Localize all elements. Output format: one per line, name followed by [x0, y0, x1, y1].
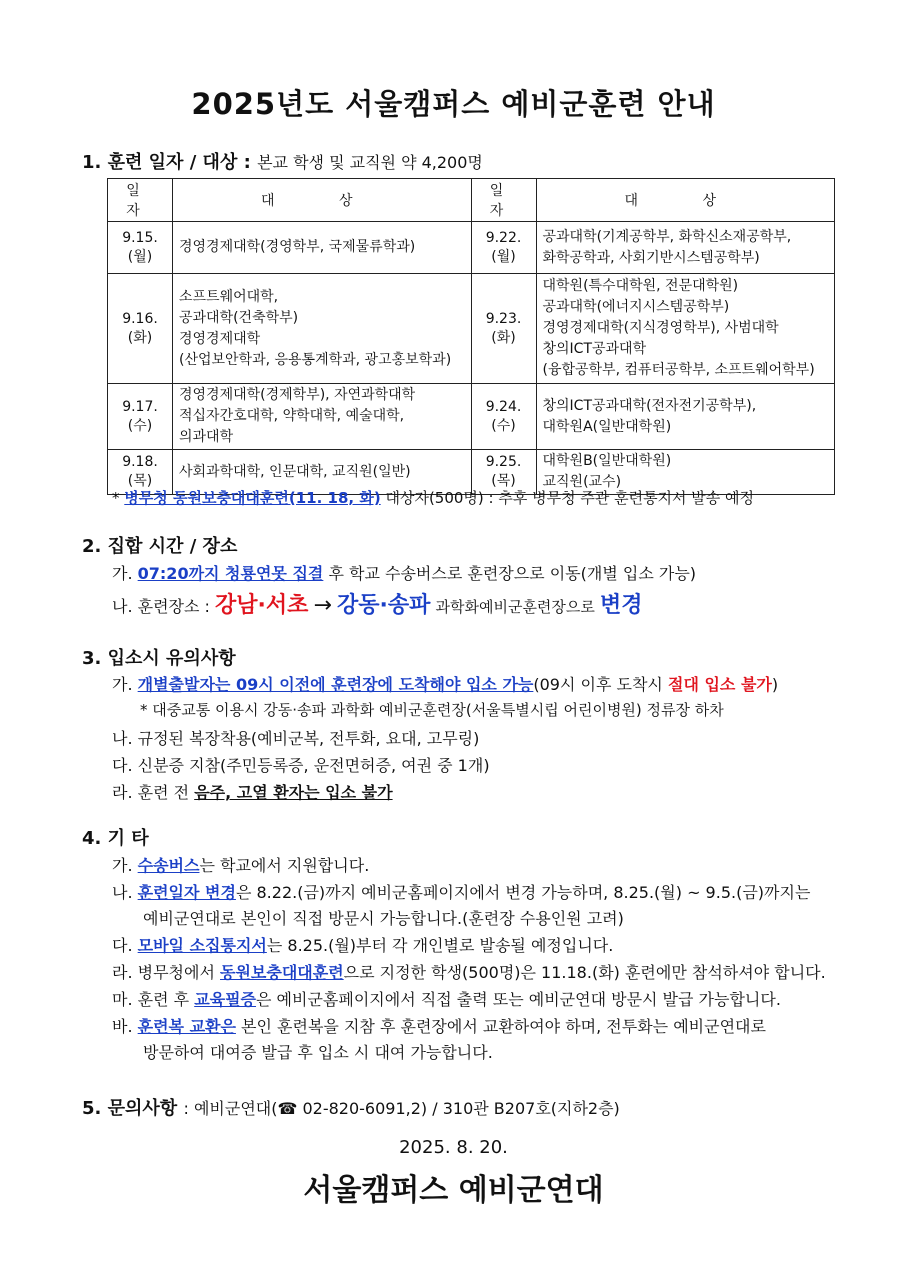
schedule-target: 사회과학대학, 인문대학, 교직원(일반)	[173, 450, 472, 495]
footnote-star: *	[112, 489, 120, 507]
section-2-heading: 2. 집합 시간 / 장소	[82, 536, 238, 557]
schedule-target-2: 대학원B(일반대학원) 교직원(교수)	[536, 450, 835, 495]
arrival-note: (09시 이후 도착시	[533, 675, 663, 694]
etc-d-highlight: 동원보충대대훈련	[220, 963, 344, 982]
etc-a-highlight: 수송버스	[137, 856, 200, 875]
etc-a	[112, 853, 369, 876]
etc-e	[112, 987, 781, 1010]
gathering-time: 07:20까지 청룡연못 집결	[137, 564, 324, 583]
etc-b	[112, 880, 810, 903]
etc-d-text: 으로 지정한 학생(500명)은 11.18.(화) 훈련에만 참석하셔야 합니다.	[343, 963, 826, 982]
schedule-header-row	[108, 179, 835, 222]
id-requirement: 다. 신분증 지참(주민등록증, 운전면허증, 여권 중 1개)	[112, 756, 490, 775]
arrival-rule: 개별출발자는 09시 이전에 훈련장에 도착해야 입소 가능	[137, 675, 534, 694]
etc-e-prefix: 마. 훈련 후	[112, 990, 190, 1009]
etc-d-prefix: 라. 병무청에서	[112, 963, 215, 982]
section-4-heading: 4. 기 타	[82, 828, 149, 849]
etc-c-prefix: 다.	[112, 936, 133, 955]
schedule-target: 경영경제대학(경제학부), 자연과학대학 적십자간호대학, 약학대학, 예술대학, 의과대학	[173, 384, 472, 450]
schedule-date-line: 9.16.	[122, 310, 158, 327]
schedule-date-2	[471, 384, 536, 450]
etc-c-highlight: 모바일 소집통지서	[137, 936, 267, 955]
page-title: 2025년도 서울캠퍼스 예비군훈련 안내	[191, 87, 716, 121]
contact-info: : 예비군연대(☎ 02-820-6091,2) / 310관 B207호(지하2층)	[183, 1099, 620, 1118]
dress-code: 나. 규정된 복장착용(예비군복, 전투화, 요대, 고무링)	[112, 729, 480, 748]
etc-e-text: 은 예비군홈페이지에서 직접 출력 또는 예비군연대 방문시 발급 가능합니다.	[256, 990, 781, 1009]
schedule-target: 소프트웨어대학, 공과대학(건축학부) 경영경제대학 (산업보안학과, 응용통계학과, 광고홍보학과)	[173, 274, 472, 384]
etc-e-highlight: 교육필증	[194, 990, 257, 1009]
schedule-date-2-line: (월)	[491, 248, 516, 265]
schedule-date-line: (수)	[127, 417, 153, 434]
section-1-note: 본교 학생 및 교직원 약 4,200명	[257, 153, 483, 172]
gathering-text: 후 학교 수송버스로 훈련장으로 이동(개별 입소 가능)	[328, 564, 697, 583]
etc-f-continued: 방문하여 대여증 발급 후 입소 시 대여 가능합니다.	[143, 1043, 493, 1062]
gathering-line	[112, 561, 696, 584]
organization-name: 서울캠퍼스 예비군연대	[303, 1173, 604, 1208]
section-1-title: 1. 훈련 일자 / 대상 :	[82, 152, 251, 173]
section-1-heading	[82, 148, 483, 174]
schedule-date-2-line: 9.22.	[485, 229, 522, 246]
schedule-date-2-line: 9.25.	[485, 454, 522, 470]
schedule-target-2: 창의ICT공과대학(전자전기공학부), 대학원A(일반대학원)	[536, 384, 835, 450]
arrival-line	[112, 672, 778, 695]
etc-f	[112, 1014, 766, 1037]
schedule-date-line: (화)	[127, 329, 153, 346]
schedule-date-line: (목)	[127, 473, 153, 489]
schedule-date-2-line: (화)	[491, 329, 516, 346]
section-5-heading	[82, 1094, 620, 1120]
etc-b-text: 은 8.22.(금)까지 예비군홈페이지에서 변경 가능하며, 8.25.(월) ~ 9.5.(금)까지는	[235, 883, 811, 902]
footnote-highlight: 병무청 동원보충대대훈련(11. 18, 화)	[124, 489, 381, 507]
schedule-date-2-line: 9.24.	[485, 398, 522, 415]
site-text: 과학화예비군훈련장으로	[435, 598, 595, 616]
arrow-icon: →	[313, 593, 332, 618]
health-prefix: 라. 훈련 전	[112, 783, 190, 802]
section-5-title: 5. 문의사항	[82, 1098, 178, 1119]
schedule-row	[108, 384, 835, 450]
header-date-2: 일 자	[471, 179, 536, 222]
schedule-date	[108, 222, 173, 274]
schedule-table	[107, 178, 835, 495]
schedule-date-2-line: 9.23.	[485, 310, 522, 327]
etc-b-prefix: 나.	[112, 883, 133, 902]
arrival-close: )	[771, 675, 779, 694]
arrival-prefix: 가.	[112, 675, 133, 694]
header-target-2: 대 상	[536, 179, 835, 222]
schedule-date-2	[471, 222, 536, 274]
schedule-row	[108, 274, 835, 384]
site-new: 강동·송파	[337, 593, 431, 618]
schedule-target: 경영경제대학(경영학부, 국제물류학과)	[173, 222, 472, 274]
etc-f-prefix: 바.	[112, 1017, 133, 1036]
site-prefix: 나. 훈련장소 :	[112, 597, 210, 616]
schedule-row	[108, 222, 835, 274]
schedule-date	[108, 274, 173, 384]
schedule-date-line: 9.15.	[122, 229, 158, 246]
mobilization-footnote	[112, 487, 754, 508]
training-site-line	[112, 588, 643, 619]
schedule-target-2: 공과대학(기계공학부, 화학신소재공학부, 화학공학과, 사회기반시스템공학부)	[536, 222, 835, 274]
schedule-date-2	[471, 274, 536, 384]
health-rule: 음주, 고열 환자는 입소 불가	[194, 783, 393, 802]
etc-a-text: 는 학교에서 지원합니다.	[199, 856, 370, 875]
etc-a-prefix: 가.	[112, 856, 133, 875]
section-3-heading: 3. 입소시 유의사항	[82, 648, 236, 669]
gathering-prefix: 가.	[112, 564, 133, 583]
etc-d	[112, 960, 826, 983]
header-target: 대 상	[173, 179, 472, 222]
footnote-text: 대상자(500명) : 추후 병무청 주관 훈련통지서 발송 예정	[385, 489, 755, 507]
schedule-date-2-line: (목)	[491, 473, 516, 489]
schedule-target-2: 대학원(특수대학원, 전문대학원) 공과대학(에너지시스템공학부) 경영경제대학(지식경영학부), 사범대학 창의ICT공과대학 (융합공학부, 컴퓨터공학부, 소프트웨어학부)	[536, 274, 835, 384]
schedule-date-line: 9.17.	[122, 398, 158, 415]
arrival-warning: 절대 입소 불가	[667, 675, 772, 694]
health-line	[112, 780, 393, 803]
etc-c	[112, 933, 613, 956]
etc-b-highlight: 훈련일자 변경	[137, 883, 236, 902]
transit-note: * 대중교통 이용시 강동·송파 과학화 예비군훈련장(서울특별시립 어린이병원) 정류장 하차	[140, 701, 724, 719]
schedule-date-2-line: (수)	[491, 417, 516, 434]
schedule-date	[108, 384, 173, 450]
etc-f-highlight: 훈련복 교환은	[137, 1017, 236, 1036]
site-old: 강남·서초	[215, 593, 309, 618]
etc-c-text: 는 8.25.(월)부터 각 개인별로 발송될 예정입니다.	[266, 936, 614, 955]
issue-date: 2025. 8. 20.	[399, 1137, 508, 1158]
etc-f-text: 본인 훈련복을 지참 후 훈련장에서 교환하여야 하며, 전투화는 예비군연대로	[241, 1017, 766, 1036]
schedule-date-line: (월)	[127, 248, 153, 265]
header-date: 일 자	[108, 179, 173, 222]
etc-b-continued: 예비군연대로 본인이 직접 방문시 가능합니다.(훈련장 수용인원 고려)	[143, 909, 624, 928]
site-change: 변경	[600, 593, 643, 618]
schedule-date-line: 9.18.	[122, 454, 158, 470]
